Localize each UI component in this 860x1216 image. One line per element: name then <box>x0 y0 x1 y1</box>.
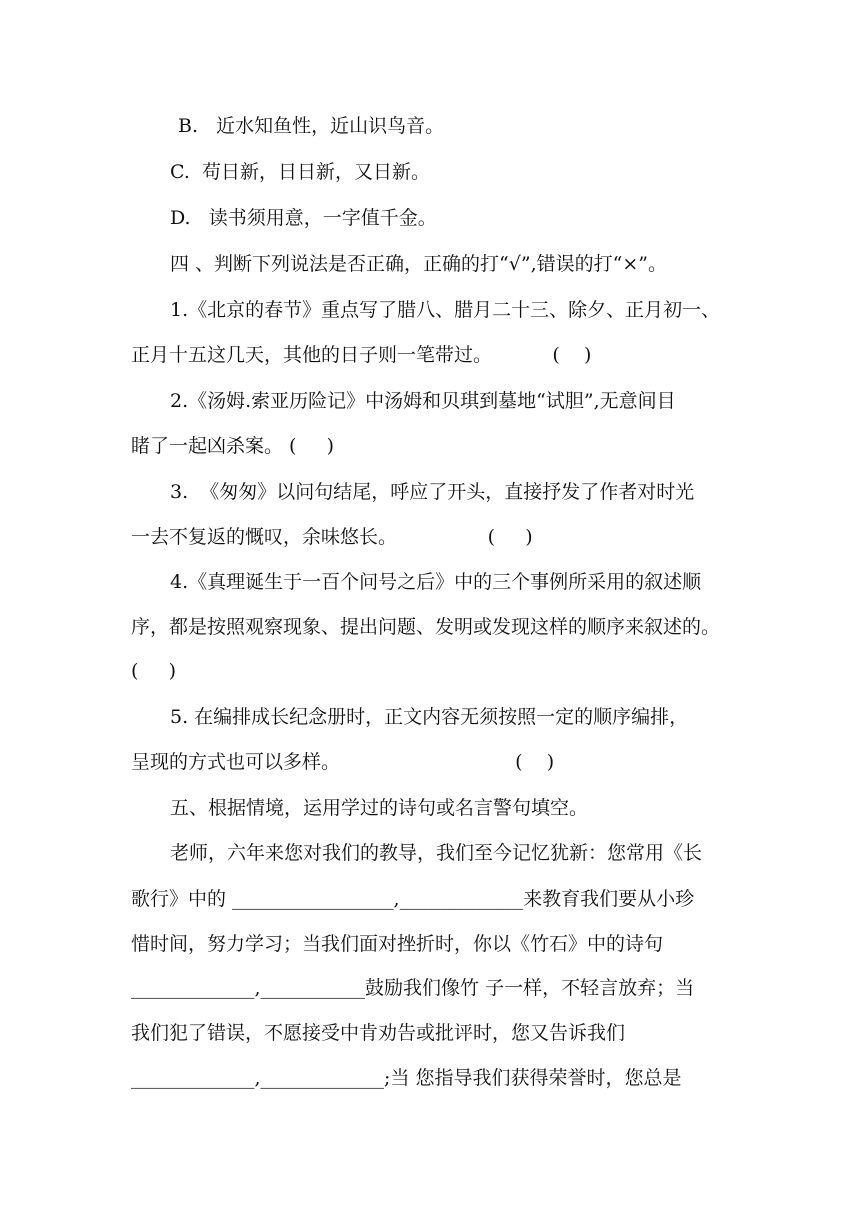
option-c: C. 苟日新，日日新，又日新。 <box>170 161 430 183</box>
question-4-line-1: 4.《真理诞生于一百个问号之后》中的三个事例所采用的叙述顺 <box>170 571 702 593</box>
section-five-heading: 五、根据情境，运用学过的诗句或名言警句填空。 <box>170 797 589 819</box>
question-2-line-2: 睹了一起凶杀案。 ( ) <box>131 435 335 457</box>
fill-in-line-2: 歌行》中的 _________________,_____________来教育我们要从小珍 <box>131 888 695 910</box>
question-3-line-2: 一去不复返的慨叹，余味悠长。 ( ) <box>131 526 533 548</box>
question-4-answer-blank: ( ) <box>131 660 177 682</box>
fill-in-line-4: _____________,___________鼓励我们像竹 子一样，不轻言放弃；当 <box>131 977 695 999</box>
fill-in-line-1: 老师，六年来您对我们的教导，我们至今记忆犹新：您常用《长 <box>170 842 703 864</box>
question-2-line-1: 2.《汤姆.索亚历险记》中汤姆和贝琪到墓地“试胆”,无意间目 <box>170 390 676 412</box>
fill-in-line-3: 惜时间，努力学习；当我们面对挫折时，你以《竹石》中的诗句 <box>131 933 664 955</box>
question-3-line-1: 3. 《匆匆》以问句结尾，呼应了开头，直接抒发了作者对时光 <box>170 481 695 503</box>
fill-in-line-5: 我们犯了错误，不愿接受中肯劝告或批评时，您又告诉我们 <box>131 1022 626 1044</box>
question-1-line-1: 1.《北京的春节》重点写了腊八、腊月二十三、除夕、正月初一、 <box>170 299 721 321</box>
question-1-line-2: 正月十五这几天，其他的日子则一笔带过。 ( ) <box>131 344 592 366</box>
option-d: D. 读书须用意，一字值千金。 <box>170 207 437 229</box>
question-5-line-1: 5. 在编排成长纪念册时，正文内容无须按照一定的顺序编排， <box>170 706 689 728</box>
option-b: B. 近水知鱼性，近山识鸟音。 <box>178 115 445 137</box>
question-5-line-2: 呈现的方式也可以多样。 ( ) <box>131 751 555 773</box>
fill-in-line-6: _____________,_____________;当 您指导我们获得荣誉时，您总是 <box>131 1067 682 1089</box>
question-4-line-2: 序，都是按照观察现象、提出问题、发明或发现这样的顺序来叙述的。 <box>131 616 721 638</box>
section-four-heading: 四 、判断下列说法是否正确，正确的打“√”,错误的打“×”。 <box>170 253 667 275</box>
